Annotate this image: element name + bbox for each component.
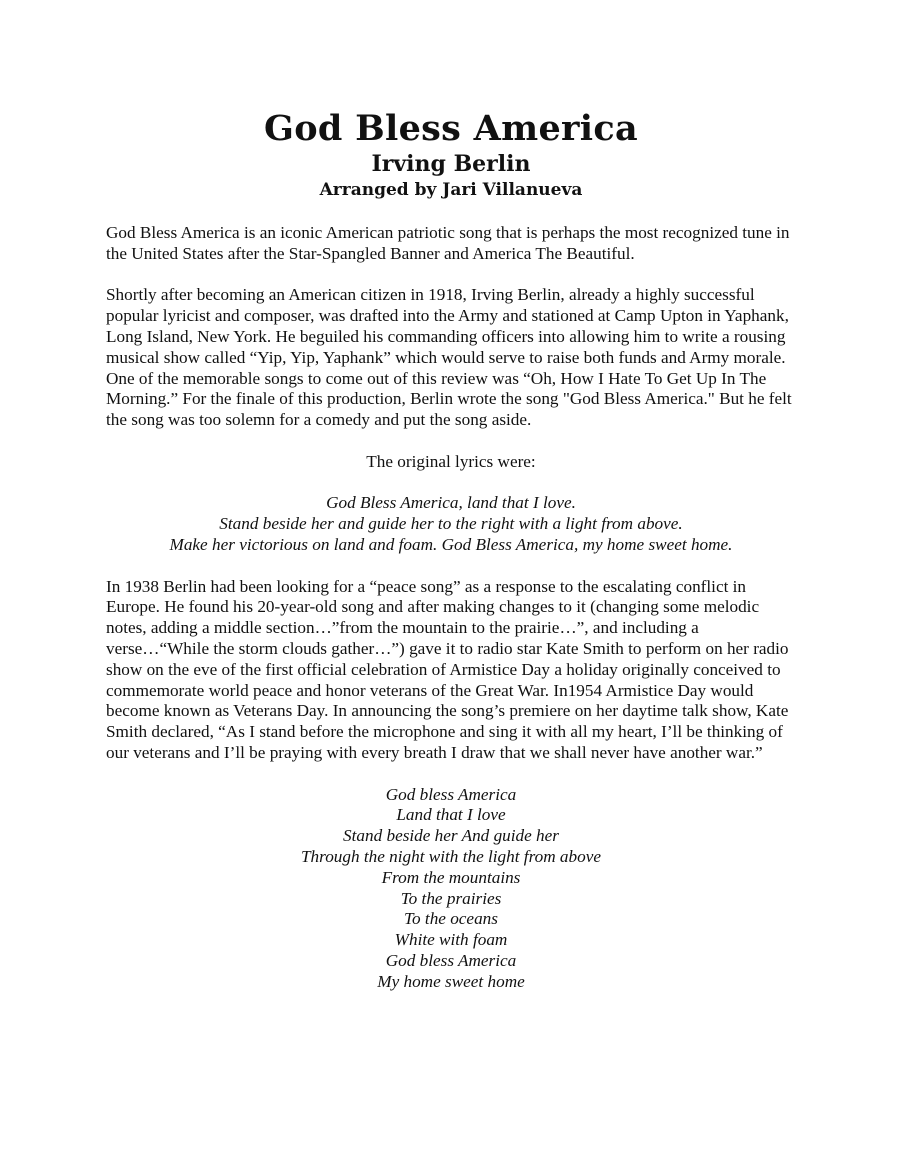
original-lyrics-heading: The original lyrics were: bbox=[366, 451, 536, 471]
lyric-line: Stand beside her And guide her bbox=[343, 826, 559, 846]
lyric-line: God bless America bbox=[385, 784, 517, 804]
intro-paragraph: God Bless America is an iconic American patriotic song that is perhaps the most recognized tune in the United States after the Star-Spangled Banner and America The Beautiful. bbox=[106, 223, 790, 263]
lyric-line: To the prairies bbox=[400, 888, 502, 908]
lyric-line: To the oceans bbox=[404, 909, 498, 929]
lyric-line: Stand beside her and guide her to the right with a light from above. bbox=[219, 514, 683, 534]
lyric-line: My home sweet home bbox=[377, 971, 525, 991]
lyric-line: God Bless America, land that I love. bbox=[326, 493, 576, 513]
lyric-line: White with foam bbox=[394, 930, 508, 950]
original-lyrics-block bbox=[106, 493, 796, 555]
lyric-line: God bless America bbox=[385, 950, 517, 970]
page-title: God Bless America bbox=[264, 108, 638, 149]
revival-paragraph: In 1938 Berlin had been looking for a “peace song” as a response to the escalating conflict in Europe. He found his 20-year-old song and after making changes to it (changing some melodic notes, adding a middle section…”from the mountain to the prairie…”, and including a verse…“While the storm clouds gather…”) gave it to radio star Kate Smith to perform on her radio show on the eve of the first official celebration of Armistice Day a holiday originally conceived to commemorate world peace and honor veterans of the Great War. In1954 Armistice Day would become known as Veterans Day. In announcing the song’s premiere on her daytime talk show, Kate Smith declared, “As I stand before the microphone and sing it with all my heart, I’ll be thinking of our veterans and I’ll be praying with every breath I draw that we shall never have another war.” bbox=[106, 576, 789, 762]
arranger-credit: Arranged by Jari Villanueva bbox=[319, 180, 583, 200]
history-paragraph: Shortly after becoming an American citizen in 1918, Irving Berlin, already a highly successful popular lyricist and composer, was drafted into the Army and stationed at Camp Upton in Yaphank, Long Island, New York. He beguiled his commanding officers into allowing him to write a rousing musical show called “Yip, Yip, Yaphank” which would serve to raise both funds and Army morale. One of the memorable songs to come out of this review was “Oh, How I Hate To Get Up In The Morning.” For the finale of this production, Berlin wrote the song "God Bless America." But he felt the song was too solemn for a comedy and put the song aside. bbox=[106, 285, 792, 430]
final-lyrics-block bbox=[106, 785, 796, 993]
lyric-line: Through the night with the light from above bbox=[301, 846, 601, 866]
lyric-line: Make her victorious on land and foam. God Bless America, my home sweet home. bbox=[169, 534, 733, 554]
lyric-line: Land that I love bbox=[396, 805, 506, 825]
lyric-line: From the mountains bbox=[381, 867, 521, 887]
document-page bbox=[106, 108, 796, 1013]
composer-name: Irving Berlin bbox=[371, 151, 531, 177]
